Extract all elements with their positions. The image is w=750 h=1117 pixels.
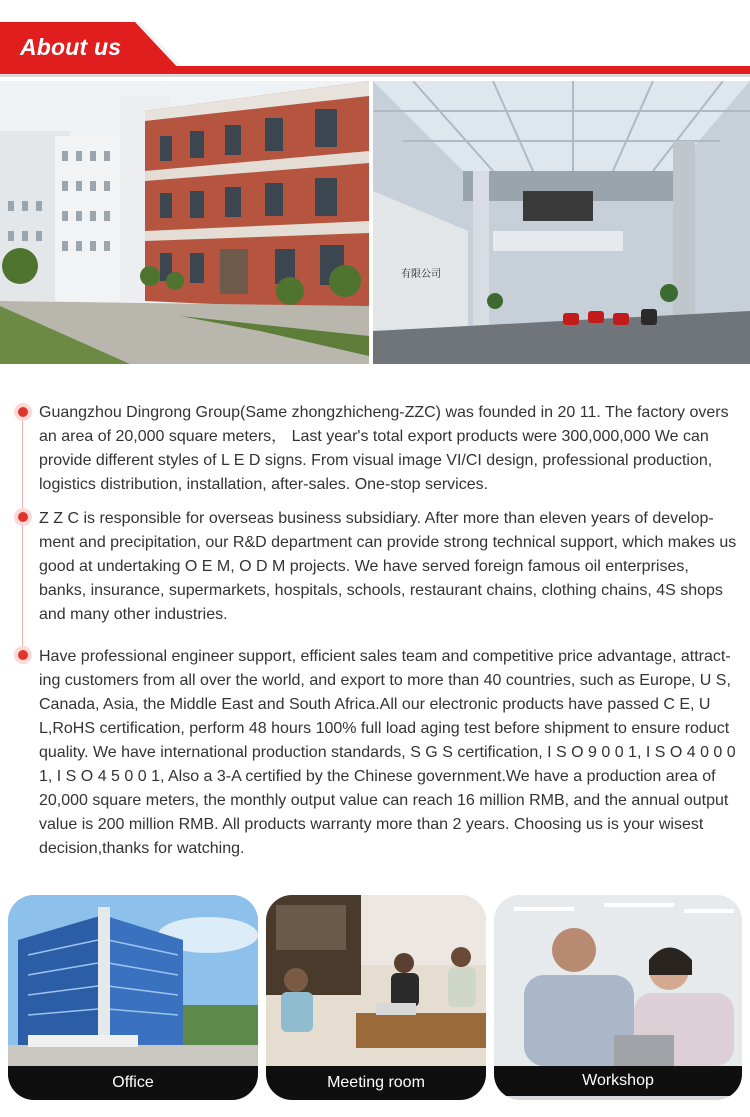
lobby-photo (373, 81, 750, 364)
page-title: About us (20, 34, 122, 60)
meeting-room-illustration (266, 895, 486, 1066)
about-us-header (0, 0, 750, 80)
building-illustration (0, 81, 369, 364)
capabilities-paragraph: Have professional engineer support, efficient sales team and competitive price advantage, attract-ing customers from all over the world, and export to more than 40 countries, such as Europe, U S, Canada, Asia, the Middle East and South Africa.All our electronic products have passed C E, U L,RoHS certification, perform 48 hours 100% full load aging test before shipment to ensure roduct quality. We have international production standards, S G S certification, I S O 9 0 0 1, I S O 4 0 0 0 1, I S O 4 5 0 0 1, Also a 3-A certified by the Chinese government.We have a production area of 20,000 square meters, the monthly output value can reach 16 million RMB, and the annual output value is 200 million RMB. All products warranty more than 2 years. Choosing us is your wisest decision,thanks for watching. (39, 648, 736, 857)
workshop-card (494, 895, 742, 1100)
meeting-room-label: Meeting room (266, 1066, 486, 1100)
lobby-sign: 有限公司 (401, 269, 441, 280)
header-rule (0, 66, 750, 74)
bullet-dot-icon (14, 646, 32, 664)
meeting-room-card (266, 895, 486, 1100)
office-building-illustration (8, 895, 258, 1066)
factory-building-photo (0, 81, 369, 364)
subsidiary-paragraph: Z Z C is responsible for overseas business subsidiary. After more than eleven years of develop-ment and precipitation, our R&D department can provide strong technical support, which makes us good at undertaking O E M, O D M projects. We have served foreign famous oil enterprises, banks, insurance, supermarkets, hospitals, schools, restaurant chains, clothing chains, 4S shops and many other industries. (39, 510, 737, 623)
intro-paragraph: Guangzhou Dingrong Group(Same zhongzhicheng-ZZC) was founded in 20 11. The factory overs an area of 20,000 square meters， Last year's total export products were 300,000,000 We can provide different styles of L E D signs. From visual image VI/CI design, professional production, logistics distribution, installation, after-sales. One-stop services. (39, 404, 729, 493)
workshop-label: Workshop (494, 1066, 742, 1096)
workshop-illustration (494, 895, 742, 1066)
lobby-illustration (373, 81, 750, 364)
timeline-line (22, 525, 23, 649)
bullet-dot-icon (14, 508, 32, 526)
timeline-line (22, 420, 23, 512)
bullet-dot-icon (14, 403, 32, 421)
office-card (8, 895, 258, 1100)
office-label: Office (8, 1066, 258, 1100)
header-rule-shadow (0, 74, 750, 77)
